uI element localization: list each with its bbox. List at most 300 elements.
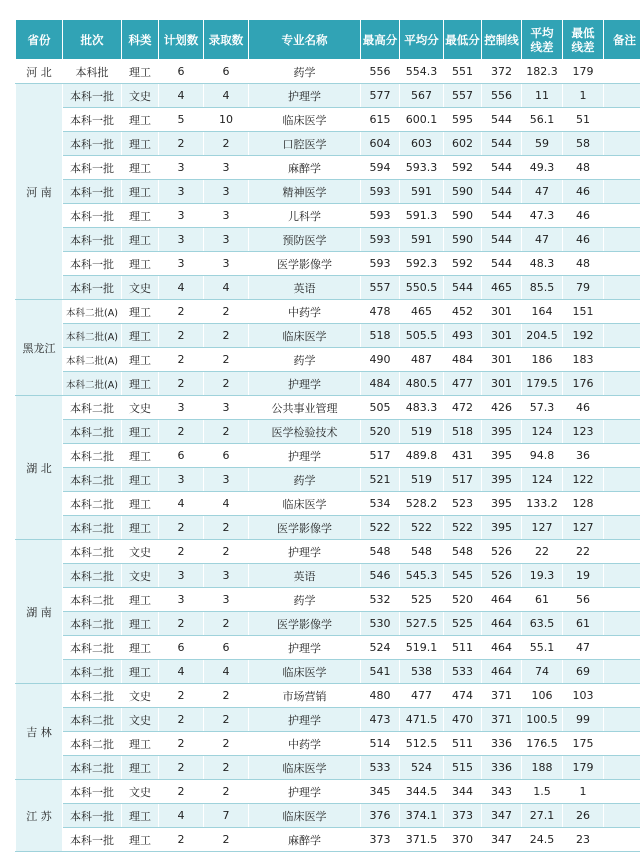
min-score-cell: 515: [444, 756, 482, 780]
min-diff-cell: 58: [563, 132, 604, 156]
batch-cell: 本科二批: [63, 708, 122, 732]
avg-score-cell: 489.8: [400, 444, 444, 468]
admitted-cell: 4: [204, 84, 249, 108]
major-cell: 口腔医学: [249, 132, 361, 156]
admitted-cell: 2: [204, 828, 249, 852]
admitted-cell: 2: [204, 684, 249, 708]
admitted-cell: 3: [204, 204, 249, 228]
remark-cell: [604, 828, 640, 852]
category-cell: 理工: [122, 828, 159, 852]
min-score-cell: 544: [444, 276, 482, 300]
table-row: [16, 228, 640, 252]
category-cell: 理工: [122, 252, 159, 276]
category-cell: 理工: [122, 300, 159, 324]
plan-cell: 2: [159, 756, 204, 780]
category-cell: 文史: [122, 780, 159, 804]
admitted-cell: 2: [204, 372, 249, 396]
control-line-cell: 371: [482, 708, 522, 732]
province-cell: 河 北: [16, 60, 63, 84]
major-cell: 护理学: [249, 84, 361, 108]
min-diff-cell: 127: [563, 516, 604, 540]
remark-cell: [604, 420, 640, 444]
min-score-cell: 595: [444, 108, 482, 132]
table-row: [16, 204, 640, 228]
plan-cell: 2: [159, 372, 204, 396]
control-line-cell: 301: [482, 372, 522, 396]
remark-cell: [604, 708, 640, 732]
avg-diff-cell: 74: [522, 660, 563, 684]
table-row: [16, 132, 640, 156]
major-cell: 英语: [249, 564, 361, 588]
batch-cell: 本科二批: [63, 420, 122, 444]
plan-cell: 3: [159, 180, 204, 204]
province-cell: 湖 北: [16, 396, 63, 540]
admitted-cell: 3: [204, 396, 249, 420]
avg-diff-cell: 47.3: [522, 204, 563, 228]
min-diff-cell: 192: [563, 324, 604, 348]
min-score-cell: 344: [444, 780, 482, 804]
avg-score-cell: 522: [400, 516, 444, 540]
remark-cell: [604, 732, 640, 756]
control-line-cell: 464: [482, 612, 522, 636]
category-cell: 理工: [122, 516, 159, 540]
plan-cell: 3: [159, 468, 204, 492]
major-cell: 药学: [249, 468, 361, 492]
min-diff-cell: 128: [563, 492, 604, 516]
control-line-cell: 544: [482, 156, 522, 180]
min-diff-cell: 179: [563, 756, 604, 780]
avg-score-cell: 480.5: [400, 372, 444, 396]
avg-score-cell: 519.1: [400, 636, 444, 660]
plan-cell: 2: [159, 420, 204, 444]
remark-cell: [604, 300, 640, 324]
admitted-cell: 2: [204, 516, 249, 540]
batch-cell: 本科一批: [63, 204, 122, 228]
min-diff-cell: 123: [563, 420, 604, 444]
max-score-cell: 593: [361, 228, 400, 252]
major-cell: 护理学: [249, 372, 361, 396]
table-row: [16, 636, 640, 660]
category-cell: 理工: [122, 444, 159, 468]
max-score-cell: 524: [361, 636, 400, 660]
table-row: [16, 804, 640, 828]
max-score-cell: 593: [361, 204, 400, 228]
table-row: [16, 516, 640, 540]
max-score-cell: 594: [361, 156, 400, 180]
major-cell: 英语: [249, 276, 361, 300]
min-score-cell: 517: [444, 468, 482, 492]
max-score-cell: 473: [361, 708, 400, 732]
plan-cell: 2: [159, 684, 204, 708]
batch-cell: 本科一批: [63, 132, 122, 156]
control-line-cell: 464: [482, 660, 522, 684]
plan-cell: 2: [159, 708, 204, 732]
plan-cell: 6: [159, 636, 204, 660]
avg-score-cell: 483.3: [400, 396, 444, 420]
category-cell: 理工: [122, 180, 159, 204]
batch-cell: 本科一批: [63, 804, 122, 828]
plan-cell: 2: [159, 300, 204, 324]
max-score-cell: 541: [361, 660, 400, 684]
plan-cell: 2: [159, 780, 204, 804]
avg-score-cell: 487: [400, 348, 444, 372]
batch-cell: 本科二批: [63, 564, 122, 588]
control-line-cell: 343: [482, 780, 522, 804]
max-score-cell: 373: [361, 828, 400, 852]
avg-score-cell: 527.5: [400, 612, 444, 636]
category-cell: 文史: [122, 708, 159, 732]
control-line-cell: 464: [482, 636, 522, 660]
batch-cell: 本科一批: [63, 228, 122, 252]
category-cell: 理工: [122, 204, 159, 228]
batch-cell: 本科二批: [63, 612, 122, 636]
major-cell: 药学: [249, 60, 361, 84]
remark-cell: [604, 348, 640, 372]
avg-score-cell: 554.3: [400, 60, 444, 84]
max-score-cell: 490: [361, 348, 400, 372]
table-row: [16, 348, 640, 372]
remark-cell: [604, 492, 640, 516]
header-batch: 批次: [63, 20, 122, 60]
major-cell: 麻醉学: [249, 156, 361, 180]
category-cell: 理工: [122, 228, 159, 252]
plan-cell: 2: [159, 324, 204, 348]
control-line-cell: 526: [482, 540, 522, 564]
table-row: [16, 612, 640, 636]
avg-diff-cell: 94.8: [522, 444, 563, 468]
table-row: [16, 540, 640, 564]
major-cell: 医学影像学: [249, 516, 361, 540]
avg-score-cell: 603: [400, 132, 444, 156]
admitted-cell: 4: [204, 660, 249, 684]
table-header: [16, 20, 640, 60]
control-line-cell: 526: [482, 564, 522, 588]
header-admitted: 录取数: [204, 20, 249, 60]
header-min-diff: 最低线差: [563, 20, 604, 60]
max-score-cell: 532: [361, 588, 400, 612]
category-cell: 理工: [122, 732, 159, 756]
max-score-cell: 534: [361, 492, 400, 516]
major-cell: 精神医学: [249, 180, 361, 204]
avg-score-cell: 591: [400, 228, 444, 252]
min-diff-cell: 47: [563, 636, 604, 660]
admitted-cell: 2: [204, 420, 249, 444]
avg-diff-cell: 48.3: [522, 252, 563, 276]
admitted-cell: 2: [204, 540, 249, 564]
avg-diff-cell: 11: [522, 84, 563, 108]
avg-diff-cell: 47: [522, 180, 563, 204]
control-line-cell: 556: [482, 84, 522, 108]
min-score-cell: 592: [444, 252, 482, 276]
header-province: 省份: [16, 20, 63, 60]
category-cell: 理工: [122, 132, 159, 156]
min-score-cell: 523: [444, 492, 482, 516]
control-line-cell: 465: [482, 276, 522, 300]
table-row: [16, 588, 640, 612]
control-line-cell: 336: [482, 732, 522, 756]
min-score-cell: 470: [444, 708, 482, 732]
min-diff-cell: 79: [563, 276, 604, 300]
admitted-cell: 2: [204, 708, 249, 732]
control-line-cell: 347: [482, 828, 522, 852]
avg-score-cell: 525: [400, 588, 444, 612]
avg-score-cell: 505.5: [400, 324, 444, 348]
major-cell: 临床医学: [249, 492, 361, 516]
plan-cell: 4: [159, 276, 204, 300]
control-line-cell: 301: [482, 348, 522, 372]
table-row: [16, 60, 640, 84]
admitted-cell: 10: [204, 108, 249, 132]
admitted-cell: 2: [204, 612, 249, 636]
min-score-cell: 590: [444, 180, 482, 204]
plan-cell: 2: [159, 516, 204, 540]
avg-diff-cell: 22: [522, 540, 563, 564]
control-line-cell: 371: [482, 684, 522, 708]
avg-diff-cell: 106: [522, 684, 563, 708]
batch-cell: 本科一批: [63, 252, 122, 276]
table-body: [16, 60, 640, 852]
avg-score-cell: 374.1: [400, 804, 444, 828]
table-row: [16, 684, 640, 708]
min-score-cell: 452: [444, 300, 482, 324]
major-cell: 医学影像学: [249, 612, 361, 636]
min-score-cell: 373: [444, 804, 482, 828]
major-cell: 中药学: [249, 732, 361, 756]
max-score-cell: 514: [361, 732, 400, 756]
min-diff-cell: 1: [563, 84, 604, 108]
remark-cell: [604, 276, 640, 300]
batch-cell: 本科一批: [63, 156, 122, 180]
min-diff-cell: 103: [563, 684, 604, 708]
min-score-cell: 557: [444, 84, 482, 108]
admitted-cell: 3: [204, 588, 249, 612]
avg-score-cell: 545.3: [400, 564, 444, 588]
table-row: [16, 300, 640, 324]
avg-diff-cell: 47: [522, 228, 563, 252]
batch-cell: 本科一批: [63, 108, 122, 132]
avg-diff-cell: 100.5: [522, 708, 563, 732]
plan-cell: 3: [159, 588, 204, 612]
category-cell: 理工: [122, 756, 159, 780]
category-cell: 文史: [122, 540, 159, 564]
control-line-cell: 395: [482, 492, 522, 516]
min-score-cell: 533: [444, 660, 482, 684]
min-score-cell: 431: [444, 444, 482, 468]
admitted-cell: 3: [204, 252, 249, 276]
avg-score-cell: 519: [400, 468, 444, 492]
min-diff-cell: 1: [563, 780, 604, 804]
table-row: [16, 156, 640, 180]
max-score-cell: 484: [361, 372, 400, 396]
batch-cell: 本科二批: [63, 492, 122, 516]
control-line-cell: 336: [482, 756, 522, 780]
min-score-cell: 472: [444, 396, 482, 420]
remark-cell: [604, 180, 640, 204]
admitted-cell: 3: [204, 156, 249, 180]
admitted-cell: 3: [204, 564, 249, 588]
avg-diff-cell: 19.3: [522, 564, 563, 588]
avg-diff-cell: 186: [522, 348, 563, 372]
category-cell: 理工: [122, 660, 159, 684]
control-line-cell: 544: [482, 252, 522, 276]
min-diff-cell: 46: [563, 228, 604, 252]
max-score-cell: 517: [361, 444, 400, 468]
min-diff-cell: 46: [563, 396, 604, 420]
avg-score-cell: 550.5: [400, 276, 444, 300]
avg-diff-cell: 63.5: [522, 612, 563, 636]
min-score-cell: 511: [444, 732, 482, 756]
min-diff-cell: 69: [563, 660, 604, 684]
avg-diff-cell: 57.3: [522, 396, 563, 420]
remark-cell: [604, 468, 640, 492]
avg-score-cell: 524: [400, 756, 444, 780]
min-score-cell: 520: [444, 588, 482, 612]
batch-cell: 本科二批(A): [63, 372, 122, 396]
batch-cell: 本科二批(A): [63, 300, 122, 324]
min-score-cell: 522: [444, 516, 482, 540]
admitted-cell: 3: [204, 180, 249, 204]
admitted-cell: 6: [204, 60, 249, 84]
max-score-cell: 522: [361, 516, 400, 540]
admitted-cell: 2: [204, 300, 249, 324]
avg-diff-cell: 179.5: [522, 372, 563, 396]
avg-diff-cell: 124: [522, 468, 563, 492]
plan-cell: 2: [159, 732, 204, 756]
remark-cell: [604, 60, 640, 84]
avg-diff-cell: 56.1: [522, 108, 563, 132]
remark-cell: [604, 612, 640, 636]
min-diff-cell: 46: [563, 180, 604, 204]
avg-diff-cell: 204.5: [522, 324, 563, 348]
control-line-cell: 301: [482, 300, 522, 324]
batch-cell: 本科二批: [63, 684, 122, 708]
category-cell: 理工: [122, 156, 159, 180]
plan-cell: 4: [159, 84, 204, 108]
avg-diff-cell: 85.5: [522, 276, 563, 300]
avg-diff-cell: 188: [522, 756, 563, 780]
max-score-cell: 593: [361, 180, 400, 204]
avg-diff-cell: 55.1: [522, 636, 563, 660]
admitted-cell: 2: [204, 132, 249, 156]
admitted-cell: 2: [204, 324, 249, 348]
header-control-line: 控制线: [482, 20, 522, 60]
admitted-cell: 6: [204, 636, 249, 660]
remark-cell: [604, 204, 640, 228]
min-score-cell: 493: [444, 324, 482, 348]
batch-cell: 本科一批: [63, 84, 122, 108]
header-plan: 计划数: [159, 20, 204, 60]
max-score-cell: 518: [361, 324, 400, 348]
admitted-cell: 2: [204, 348, 249, 372]
category-cell: 理工: [122, 108, 159, 132]
batch-cell: 本科二批: [63, 516, 122, 540]
category-cell: 文史: [122, 564, 159, 588]
control-line-cell: 395: [482, 420, 522, 444]
table-row: [16, 732, 640, 756]
table-row: [16, 84, 640, 108]
remark-cell: [604, 372, 640, 396]
min-score-cell: 477: [444, 372, 482, 396]
major-cell: 临床医学: [249, 804, 361, 828]
avg-score-cell: 600.1: [400, 108, 444, 132]
category-cell: 理工: [122, 420, 159, 444]
batch-cell: 本科二批: [63, 756, 122, 780]
table-row: [16, 444, 640, 468]
avg-score-cell: 512.5: [400, 732, 444, 756]
header-avg-diff: 平均线差: [522, 20, 563, 60]
remark-cell: [604, 84, 640, 108]
batch-cell: 本科一批: [63, 276, 122, 300]
major-cell: 市场营销: [249, 684, 361, 708]
admitted-cell: 2: [204, 732, 249, 756]
category-cell: 理工: [122, 324, 159, 348]
category-cell: 理工: [122, 588, 159, 612]
min-score-cell: 518: [444, 420, 482, 444]
min-diff-cell: 61: [563, 612, 604, 636]
plan-cell: 2: [159, 828, 204, 852]
header-category: 科类: [122, 20, 159, 60]
remark-cell: [604, 324, 640, 348]
major-cell: 护理学: [249, 708, 361, 732]
control-line-cell: 544: [482, 204, 522, 228]
table-row: [16, 660, 640, 684]
batch-cell: 本科一批: [63, 180, 122, 204]
remark-cell: [604, 756, 640, 780]
major-cell: 护理学: [249, 780, 361, 804]
table-row: [16, 396, 640, 420]
control-line-cell: 544: [482, 228, 522, 252]
plan-cell: 4: [159, 804, 204, 828]
min-diff-cell: 48: [563, 252, 604, 276]
min-diff-cell: 23: [563, 828, 604, 852]
remark-cell: [604, 684, 640, 708]
table-row: [16, 420, 640, 444]
min-score-cell: 590: [444, 204, 482, 228]
avg-diff-cell: 61: [522, 588, 563, 612]
min-score-cell: 525: [444, 612, 482, 636]
max-score-cell: 533: [361, 756, 400, 780]
batch-cell: 本科二批(A): [63, 324, 122, 348]
plan-cell: 2: [159, 612, 204, 636]
category-cell: 文史: [122, 276, 159, 300]
min-diff-cell: 26: [563, 804, 604, 828]
control-line-cell: 395: [482, 516, 522, 540]
max-score-cell: 478: [361, 300, 400, 324]
min-score-cell: 551: [444, 60, 482, 84]
max-score-cell: 604: [361, 132, 400, 156]
major-cell: 医学影像学: [249, 252, 361, 276]
remark-cell: [604, 588, 640, 612]
remark-cell: [604, 636, 640, 660]
max-score-cell: 615: [361, 108, 400, 132]
avg-diff-cell: 1.5: [522, 780, 563, 804]
batch-cell: 本科一批: [63, 828, 122, 852]
category-cell: 理工: [122, 60, 159, 84]
plan-cell: 3: [159, 564, 204, 588]
batch-cell: 本科二批: [63, 468, 122, 492]
header-max-score: 最高分: [361, 20, 400, 60]
admission-score-table: [15, 19, 640, 852]
min-diff-cell: 122: [563, 468, 604, 492]
province-cell: 吉 林: [16, 684, 63, 780]
table-row: [16, 252, 640, 276]
plan-cell: 5: [159, 108, 204, 132]
batch-cell: 本科一批: [63, 780, 122, 804]
max-score-cell: 521: [361, 468, 400, 492]
province-cell: 江 苏: [16, 780, 63, 852]
avg-score-cell: 477: [400, 684, 444, 708]
category-cell: 理工: [122, 492, 159, 516]
